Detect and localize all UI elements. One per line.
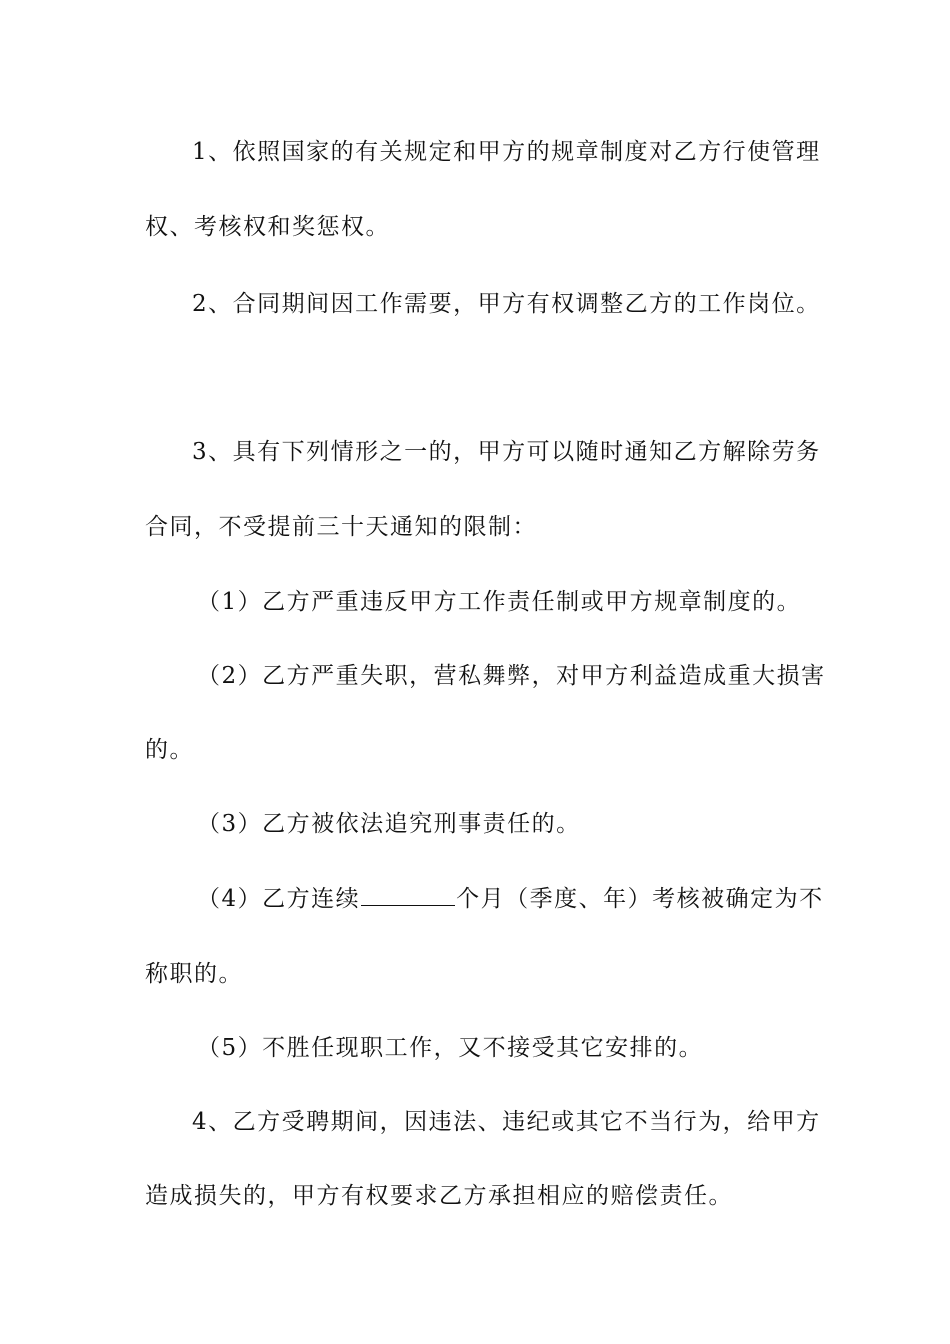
item-4-line-1	[197, 885, 824, 913]
clause-2-line-1: 2、合同期间因工作需要，甲方有权调整乙方的工作岗位。	[192, 291, 821, 317]
item-5: （5）不胜任现职工作，又不接受其它安排的。	[197, 1035, 704, 1061]
clause-4-line-2: 造成损失的，甲方有权要求乙方承担相应的赔偿责任。	[145, 1183, 733, 1209]
fill-in-blank[interactable]	[361, 885, 455, 906]
item-4-prefix: （4）乙方连续	[197, 886, 361, 912]
item-3: （3）乙方被依法追究刑事责任的。	[197, 811, 581, 837]
item-1: （1）乙方严重违反甲方工作责任制或甲方规章制度的。	[197, 589, 802, 615]
clause-1-line-2: 权、考核权和奖惩权。	[145, 214, 390, 240]
clause-1-line-1: 1、依照国家的有关规定和甲方的规章制度对乙方行使管理	[192, 139, 821, 165]
item-2-line-2: 的。	[145, 737, 194, 763]
item-4-line-2: 称职的。	[145, 961, 243, 987]
item-2-line-1: （2）乙方严重失职，营私舞弊，对甲方利益造成重大损害	[197, 663, 826, 689]
clause-3-line-2: 合同，不受提前三十天通知的限制：	[145, 514, 537, 540]
item-4-suffix: 个月（季度、年）考核被确定为不	[456, 886, 824, 912]
clause-3-line-1: 3、具有下列情形之一的，甲方可以随时通知乙方解除劳务	[192, 439, 821, 465]
clause-4-line-1: 4、乙方受聘期间，因违法、违纪或其它不当行为，给甲方	[192, 1109, 821, 1135]
